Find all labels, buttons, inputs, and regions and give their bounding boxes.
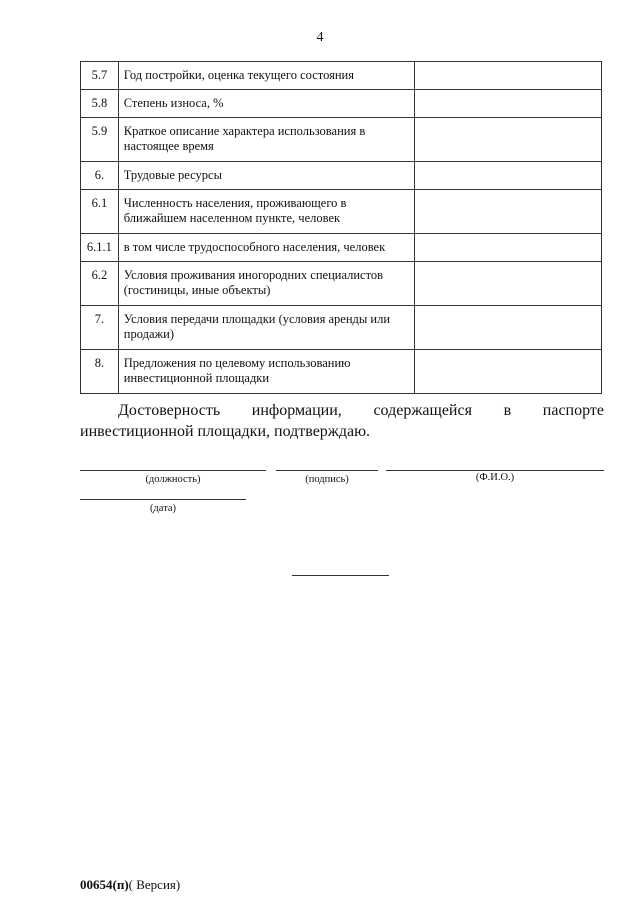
name-line bbox=[386, 470, 604, 471]
row-value-cell bbox=[414, 262, 601, 306]
page-number: 4 bbox=[316, 30, 324, 45]
table-row bbox=[81, 118, 602, 162]
table-row bbox=[81, 62, 602, 90]
signature-caption: (подпись) bbox=[305, 474, 349, 485]
table-row bbox=[81, 162, 602, 190]
row-description: Краткое описание характера использования в настоящее время bbox=[118, 118, 414, 162]
date-caption: (дата) bbox=[149, 503, 177, 514]
row-description: Трудовые ресурсы bbox=[118, 162, 414, 190]
row-number: 6.2 bbox=[81, 262, 119, 306]
row-value-cell bbox=[414, 234, 601, 262]
row-value-cell bbox=[414, 90, 601, 118]
document-code: 00654(п) bbox=[80, 877, 129, 892]
row-description: Степень износа, % bbox=[118, 90, 414, 118]
row-number: 5.9 bbox=[81, 118, 119, 162]
row-number: 6.1.1 bbox=[81, 234, 119, 262]
row-value-cell bbox=[414, 118, 601, 162]
row-value-cell bbox=[414, 162, 601, 190]
row-description: Предложения по целевому использованию инвестиционной площадки bbox=[118, 350, 414, 394]
row-number: 6.1 bbox=[81, 190, 119, 234]
row-description: Год постройки, оценка текущего состояния bbox=[118, 62, 414, 90]
position-caption: (должность) bbox=[145, 474, 201, 485]
row-number: 5.8 bbox=[81, 90, 119, 118]
name-caption: (Ф.И.О.) bbox=[475, 472, 515, 483]
row-description: в том числе трудоспособного населения, человек bbox=[118, 234, 414, 262]
row-number: 5.7 bbox=[81, 62, 119, 90]
table-row bbox=[81, 90, 602, 118]
row-number: 7. bbox=[81, 306, 119, 350]
row-description: Условия проживания иногородних специалистов (гостиницы, иные объекты) bbox=[118, 262, 414, 306]
row-description: Численность населения, проживающего в ближайшем населенном пункте, человек bbox=[118, 190, 414, 234]
row-value-cell bbox=[414, 350, 601, 394]
position-line bbox=[80, 470, 266, 471]
table-row bbox=[81, 306, 602, 350]
row-value-cell bbox=[414, 62, 601, 90]
confirmation-statement: Достоверность информации, содержащейся в паспорте инвестиционной площадки, подтверждаю. bbox=[80, 402, 604, 440]
row-value-cell bbox=[414, 306, 601, 350]
table-row bbox=[81, 262, 602, 306]
row-number: 6. bbox=[81, 162, 119, 190]
footer-code bbox=[80, 877, 180, 893]
table-row bbox=[81, 190, 602, 234]
row-description: Условия передачи площадки (условия аренды или продажи) bbox=[118, 306, 414, 350]
version-label: ( Версия) bbox=[128, 877, 181, 892]
table-row bbox=[81, 234, 602, 262]
signature-line bbox=[276, 470, 378, 471]
closing-divider bbox=[292, 575, 389, 576]
row-number: 8. bbox=[81, 350, 119, 394]
date-line bbox=[80, 499, 246, 500]
passport-table bbox=[80, 61, 602, 394]
table-row bbox=[81, 350, 602, 394]
row-value-cell bbox=[414, 190, 601, 234]
